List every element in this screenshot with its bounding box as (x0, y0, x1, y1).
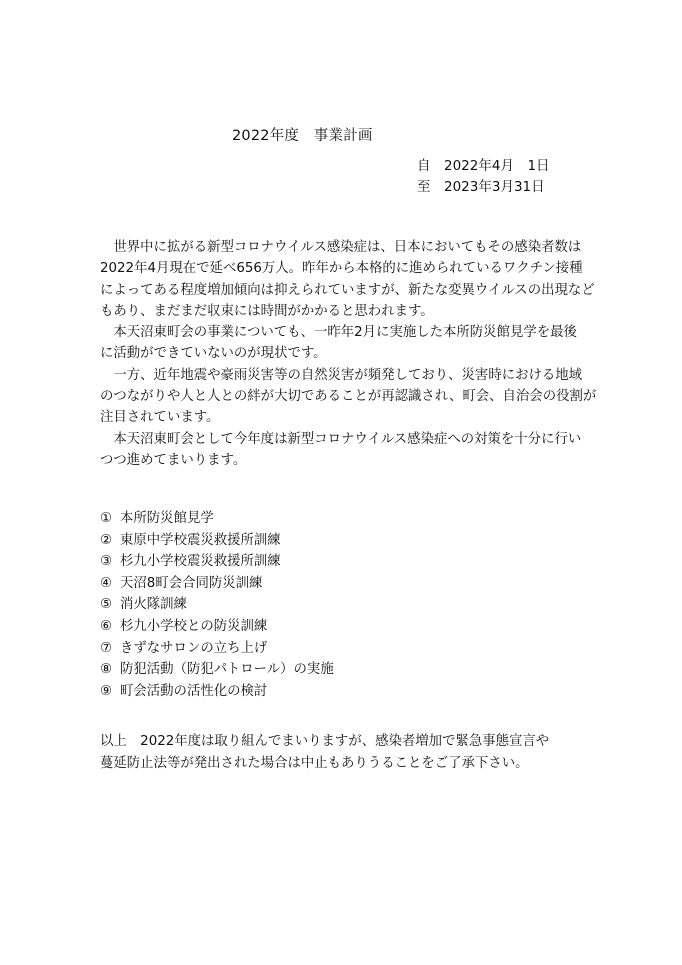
plan-number: ⑦ (100, 640, 113, 656)
closing-line: 以上 2022年度は取り組んでまいりますが、感染者増加で緊急事態宣言や (100, 734, 550, 749)
period-block (417, 156, 550, 198)
closing-note (100, 731, 549, 774)
plan-number: ② (100, 532, 113, 548)
plan-item (100, 530, 334, 552)
plan-text: 杉九小学校震災救援所訓練 (120, 554, 281, 570)
body-text (100, 237, 597, 471)
plan-number: ⑧ (100, 662, 113, 678)
plan-text: 消火隊訓練 (120, 597, 187, 613)
body-line: 2022年4月現在で延べ656万人。昨年から本格的に進められているワクチン接種 (100, 261, 583, 277)
body-line: によってある程度増加傾向は抑えられていますが、新たな変異ウイルスの出現など (100, 282, 595, 298)
plan-item (100, 594, 334, 616)
body-line: 本天沼東町会の事業についても、一昨年2月に実施した本所防災館見学を最後 (100, 325, 577, 341)
plan-text: 天沼8町会合同防災訓練 (120, 575, 263, 591)
body-line: もあり、まだまだ収束には時間がかかると思われます。 (100, 303, 434, 319)
plan-item (100, 638, 334, 660)
body-line: に活動ができていないのが現状です。 (100, 346, 327, 362)
plan-item (100, 659, 334, 681)
body-line: 注目されています。 (100, 410, 220, 426)
plan-number: ④ (100, 575, 113, 591)
plan-item (100, 616, 334, 638)
body-line: 本天沼東町会として今年度は新型コロナウイルス感染症への対策を十分に行い (100, 431, 582, 447)
plan-item (100, 551, 334, 573)
closing-line: 蔓延防止法等が発出された場合は中止もありうることをご了承下さい。 (100, 755, 529, 771)
plan-item (100, 508, 334, 530)
body-line: 世界中に拡がる新型コロナウイルス感染症は、日本においてもその感染者数は (100, 240, 582, 255)
plan-text: 町会活動の活性化の検討 (120, 683, 268, 699)
period-to: 至 2023年3月31日 (417, 179, 545, 195)
plan-number: ③ (100, 554, 113, 570)
document-title: 2022年度 事業計画 (232, 128, 373, 144)
plan-text: 本所防災館見学 (120, 511, 214, 526)
plan-text: 東原中学校震災救援所訓練 (120, 532, 281, 548)
plan-number: ⑥ (100, 618, 113, 634)
plan-number: ⑨ (100, 683, 113, 699)
plan-number: ① (100, 511, 113, 526)
plan-text: 杉九小学校との防災訓練 (120, 618, 268, 634)
period-from: 自 2022年4月 1日 (417, 158, 550, 174)
body-line: のつながりや人と人との絆が大切であることが再認識され、町会、自治会の役割が (100, 389, 597, 405)
plan-item (100, 573, 334, 595)
body-line: 一方、近年地震や豪雨災害等の自然災害が頻発しており、災害時における地域 (100, 367, 583, 383)
body-line: つつ進めてまいります。 (100, 452, 247, 468)
plan-number: ⑤ (100, 597, 113, 613)
plan-list (100, 508, 334, 702)
plan-text: きずなサロンの立ち上げ (120, 640, 268, 656)
plan-text: 防犯活動（防犯パトロール）の実施 (120, 662, 334, 678)
plan-item (100, 681, 334, 703)
